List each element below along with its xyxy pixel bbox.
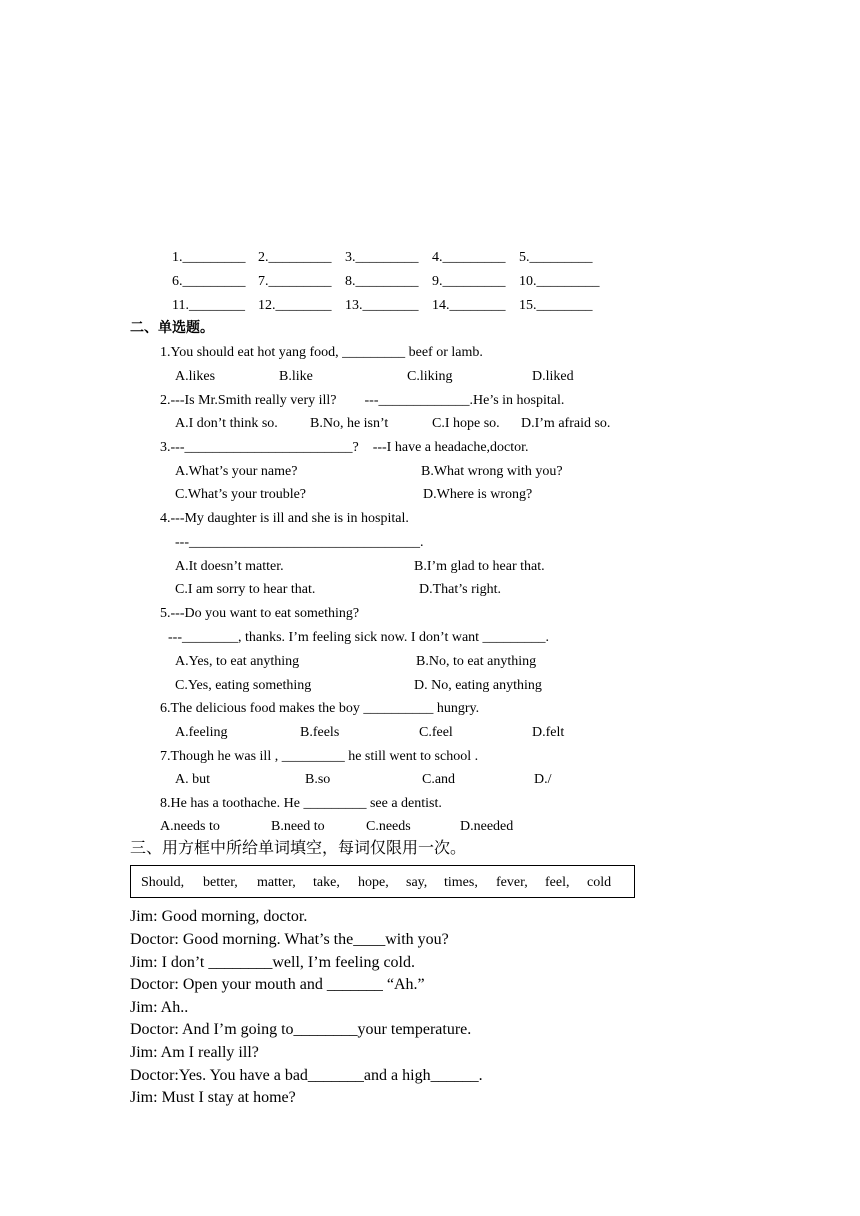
q8-option-c: C.needs (366, 819, 411, 834)
q5-reply: ---________, thanks. I’m feeling sick now. I don’t want _________. (168, 630, 550, 645)
dialogue-line-5: Jim: Ah.. (130, 999, 189, 1016)
word-hope: hope, (358, 875, 389, 890)
blank-1: 1._________ (172, 250, 246, 265)
q6-option-c: C.feel (419, 725, 453, 740)
blank-3: 3._________ (345, 250, 419, 265)
q1-option-c: C.liking (407, 369, 453, 384)
q7-option-c: C.and (422, 772, 456, 787)
blank-7: 7._________ (258, 274, 332, 289)
blank-2: 2._________ (258, 250, 332, 265)
q1-option-b: B.like (279, 369, 313, 384)
q1-option-d: D.liked (532, 369, 574, 384)
blank-8: 8._________ (345, 274, 419, 289)
q4-option-c: C.I am sorry to hear that. (175, 582, 316, 597)
dialogue-line-9: Jim: Must I stay at home? (130, 1089, 296, 1106)
q8-option-d: D.needed (460, 819, 514, 834)
word-should: Should, (141, 875, 185, 890)
q2-stem: 2.---Is Mr.Smith really very ill? ---_____________.He’s in hospital. (160, 393, 565, 408)
q2-option-a: A.I don’t think so. (175, 416, 278, 431)
q3-stem: 3.---________________________? ---I have a headache,doctor. (160, 440, 529, 455)
q5-option-a: A.Yes, to eat anything (175, 654, 300, 669)
q6-option-b: B.feels (300, 725, 340, 740)
blank-9: 9._________ (432, 274, 506, 289)
q3-option-c: C.What’s your trouble? (175, 487, 307, 502)
blank-5: 5._________ (519, 250, 593, 265)
q2-option-c: C.I hope so. (432, 416, 500, 431)
word-cold: cold (587, 875, 612, 890)
blank-4: 4._________ (432, 250, 506, 265)
dialogue-line-1: Jim: Good morning, doctor. (130, 908, 308, 925)
q1-option-a: A.likes (175, 369, 216, 384)
q3-option-a: A.What’s your name? (175, 464, 298, 479)
q4-option-d: D.That’s right. (419, 582, 502, 597)
section2-heading: 二、单选题。 (130, 321, 214, 336)
blank-10: 10._________ (519, 274, 600, 289)
q8-stem: 8.He has a toothache. He _________ see a dentist. (160, 796, 442, 811)
q1-stem: 1.You should eat hot yang food, _________ beef or lamb. (160, 345, 483, 360)
word-feel: feel, (545, 875, 570, 890)
q8-option-a: A.needs to (160, 819, 220, 834)
dialogue-line-2: Doctor: Good morning. What’s the____with you? (130, 931, 449, 948)
q4-option-a: A.It doesn’t matter. (175, 559, 284, 574)
q2-option-b: B.No, he isn’t (310, 416, 389, 431)
blank-13: 13.________ (345, 298, 419, 313)
word-times: times, (444, 875, 478, 890)
word-fever: fever, (496, 875, 528, 890)
dialogue-line-8: Doctor:Yes. You have a bad_______and a high______. (130, 1067, 483, 1084)
blank-14: 14.________ (432, 298, 506, 313)
word-say: say, (406, 875, 428, 890)
word-better: better, (203, 875, 238, 890)
q3-option-b: B.What wrong with you? (421, 464, 563, 479)
q2-option-d: D.I’m afraid so. (521, 416, 611, 431)
dialogue-line-4: Doctor: Open your mouth and _______ “Ah.” (130, 976, 425, 993)
word-matter: matter, (257, 875, 296, 890)
q4-stem: 4.---My daughter is ill and she is in hospital. (160, 511, 409, 526)
q8-option-b: B.need to (271, 819, 325, 834)
section3-heading: 三、用方框中所给单词填空，每词仅限用一次。 (130, 840, 467, 857)
q6-option-a: A.feeling (175, 725, 228, 740)
word-take: take, (313, 875, 340, 890)
dialogue-line-6: Doctor: And I’m going to________your temperature. (130, 1021, 472, 1038)
q5-option-c: C.Yes, eating something (175, 678, 312, 693)
q3-option-d: D.Where is wrong? (423, 487, 533, 502)
q7-stem: 7.Though he was ill , _________ he still went to school . (160, 749, 479, 764)
q7-option-a: A. but (175, 772, 210, 787)
q4-option-b: B.I’m glad to hear that. (414, 559, 545, 574)
q5-option-d: D. No, eating anything (414, 678, 542, 693)
word-box (130, 865, 635, 898)
q5-option-b: B.No, to eat anything (416, 654, 537, 669)
q5-stem: 5.---Do you want to eat something? (160, 606, 360, 621)
blank-12: 12.________ (258, 298, 332, 313)
q6-stem: 6.The delicious food makes the boy __________ hungry. (160, 701, 480, 716)
q6-option-d: D.felt (532, 725, 565, 740)
q7-option-b: B.so (305, 772, 331, 787)
q7-option-d: D./ (534, 772, 552, 787)
dialogue-line-3: Jim: I don’t ________well, I’m feeling cold. (130, 954, 415, 971)
blank-15: 15.________ (519, 298, 593, 313)
dialogue-line-7: Jim: Am I really ill? (130, 1044, 259, 1061)
blank-6: 6._________ (172, 274, 246, 289)
q4-answer-line: ---_________________________________. (175, 535, 424, 550)
blank-11: 11.________ (172, 298, 245, 313)
